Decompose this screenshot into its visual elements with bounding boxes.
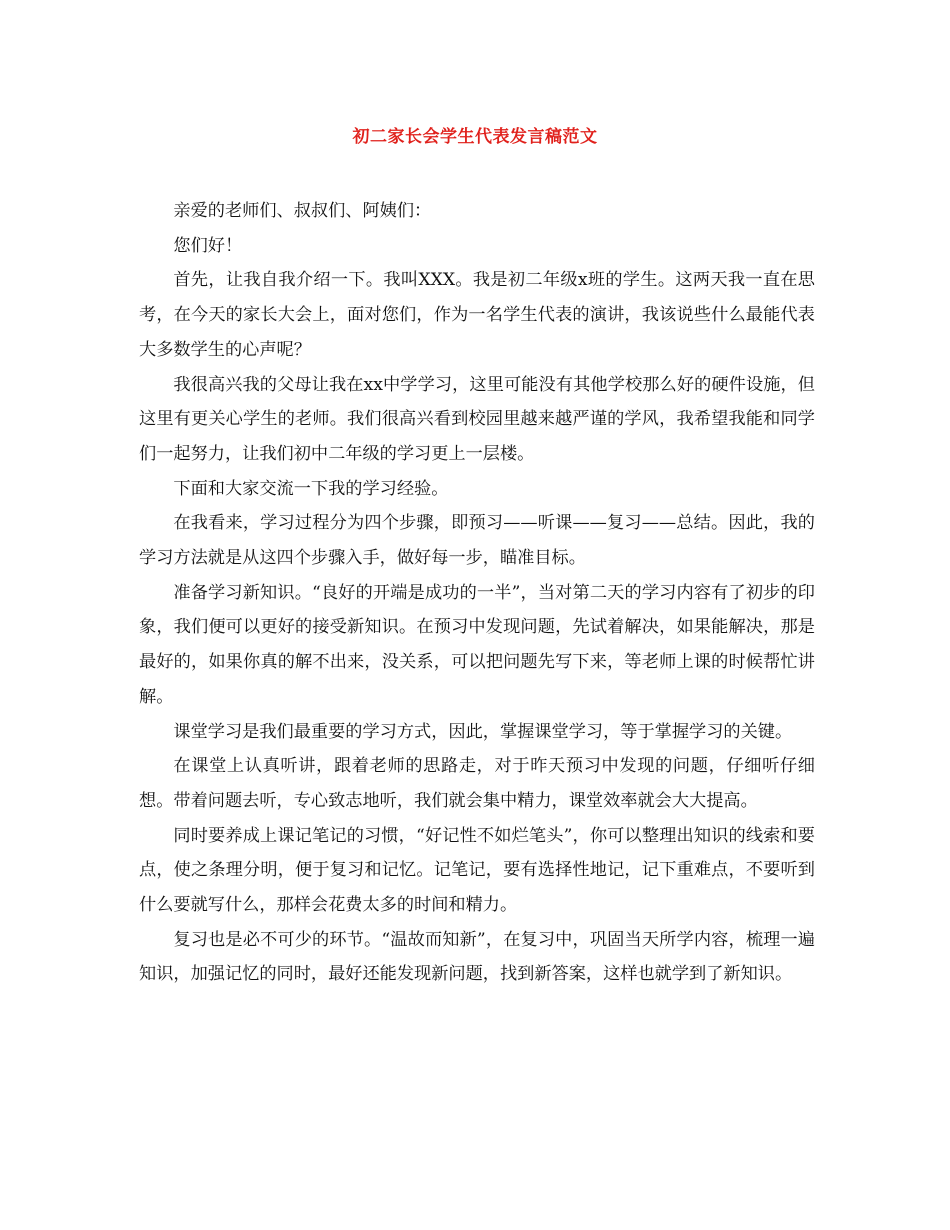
paragraph-classroom: 课堂学习是我们最重要的学习方式，因此，掌握课堂学习，等于掌握学习的关键。 — [173, 721, 793, 742]
paragraph-school: 我很高兴我的父母让我在xx中学学习，这里可能没有其他学校那么好的硬件设施，但这里有更关心学生的老师。我们很高兴看到校园里越来越严谨的学风，我希望我能和同学们一起努力，让我们初中二年级的学习更上一层楼。 — [139, 374, 815, 464]
paragraph-greeting: 您们好！ — [173, 235, 243, 256]
paragraph-review: 复习也是必不可少的环节。“温故而知新”，在复习中，巩固当天所学内容，梳理一遍知识，加强记忆的同时，最好还能发现新问题，找到新答案，这样也就学到了新知识。 — [139, 929, 815, 985]
paragraph-four-steps: 在我看来，学习过程分为四个步骤，即预习——听课——复习——总结。因此，我的学习方法就是从这四个步骤入手，做好每一步，瞄准目标。 — [139, 513, 815, 569]
document-title: 初二家长会学生代表发言稿范文 — [352, 127, 598, 147]
paragraph-introduction: 首先，让我自我介绍一下。我叫XXX。我是初二年级x班的学生。这两天我一直在思考，在今天的家长大会上，面对您们，作为一名学生代表的演讲，我该说些什么最能代表大多数学生的心声呢？ — [139, 270, 815, 360]
paragraph-salutation: 亲爱的老师们、叔叔们、阿姨们： — [173, 201, 432, 221]
paragraph-experience-intro: 下面和大家交流一下我的学习经验。 — [173, 478, 449, 499]
paragraph-notes: 同时要养成上课记笔记的习惯，“好记性不如烂笔头”，你可以整理出知识的线索和要点，使之条理分明，便于复习和记忆。记笔记，要有选择性地记，记下重难点，不要听到什么要就写什么，那样会花费太多的时间和精力。 — [139, 825, 815, 916]
paragraph-preview: 准备学习新知识。“良好的开端是成功的一半”，当对第二天的学习内容有了初步的印象，我们便可以更好的接受新知识。在预习中发现问题，先试着解决，如果能解决，那是最好的，如果你真的解不出来，没关系，可以把问题先写下来，等老师上课的时候帮忙讲解。 — [139, 582, 815, 707]
paragraph-listening: 在课堂上认真听讲，跟着老师的思路走，对于昨天预习中发现的问题，仔细听仔细想。带着问题去听，专心致志地听，我们就会集中精力，课堂效率就会大大提高。 — [139, 756, 815, 811]
document-body — [139, 194, 815, 992]
